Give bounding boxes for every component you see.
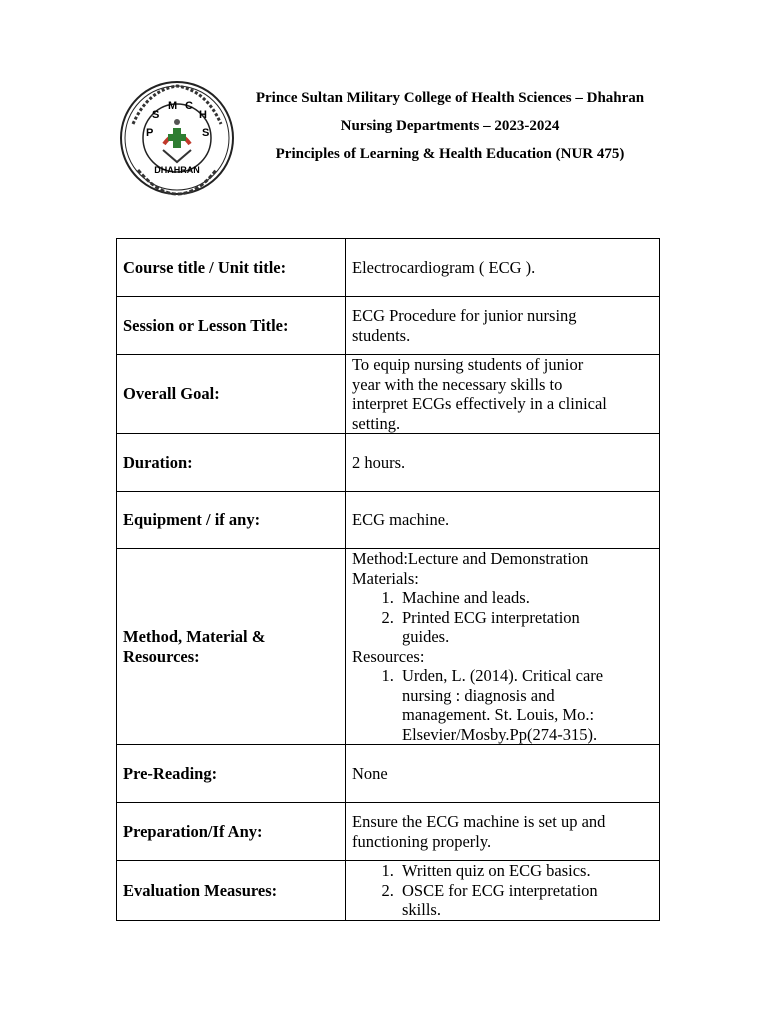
materials-list xyxy=(352,588,653,647)
equipment-label: Equipment / if any: xyxy=(117,492,346,549)
table-row-overall-goal xyxy=(117,355,660,434)
preparation-label: Preparation/If Any: xyxy=(117,803,346,861)
materials-heading: Materials: xyxy=(352,568,419,588)
table-row-equipment xyxy=(117,492,660,549)
list-item: 2. Printed ECG interpretation guides. xyxy=(398,608,613,647)
department-title: Nursing Departments – 2023-2024 xyxy=(340,118,560,134)
lesson-plan-table xyxy=(116,238,660,921)
evaluation-list xyxy=(352,861,653,920)
method-value xyxy=(346,549,660,745)
list-item: 1. Written quiz on ECG basics. xyxy=(398,861,623,881)
session-title-value: ECG Procedure for junior nursing students. xyxy=(346,297,660,355)
course-title-value: Electrocardiogram ( ECG ). xyxy=(346,239,660,297)
session-title-label: Session or Lesson Title: xyxy=(117,297,346,355)
table-row-evaluation xyxy=(117,861,660,921)
resources-heading: Resources: xyxy=(352,646,425,666)
table-row-preparation xyxy=(117,803,660,861)
overall-goal-label: Overall Goal: xyxy=(117,355,346,434)
duration-value: 2 hours. xyxy=(346,434,660,492)
list-item: 1. Machine and leads. xyxy=(398,588,613,608)
seal-letter-m: M xyxy=(168,100,178,112)
document-header xyxy=(0,0,768,220)
pre-reading-label: Pre-Reading: xyxy=(117,745,346,803)
method-line: Method:Lecture and Demonstration xyxy=(352,549,589,568)
evaluation-label: Evaluation Measures: xyxy=(117,861,346,921)
duration-label: Duration: xyxy=(117,434,346,492)
table-row-session-title xyxy=(117,297,660,355)
seal-letter-c: C xyxy=(185,100,193,112)
equipment-value: ECG machine. xyxy=(346,492,660,549)
table-row-course-title xyxy=(117,239,660,297)
resources-list xyxy=(352,666,653,744)
list-item: 1. Urden, L. (2014). Critical care nursing : diagnosis and management. St. Louis, Mo.: Elsevier/Mosby.Pp(274-315). xyxy=(398,666,631,744)
pre-reading-value: None xyxy=(346,745,660,803)
college-seal-icon xyxy=(118,78,236,202)
seal-letter-h: H xyxy=(199,109,207,121)
course-title-label: Course title / Unit title: xyxy=(117,239,346,297)
table-row-pre-reading xyxy=(117,745,660,803)
overall-goal-value: To equip nursing students of junior year with the necessary skills to interpret ECGs effectively in a clinical setting. xyxy=(346,355,660,434)
seal-city-text: DHAHRAN xyxy=(154,165,200,175)
course-title: Principles of Learning & Health Education (NUR 475) xyxy=(275,146,625,162)
method-label: Method, Material & Resources: xyxy=(117,549,346,745)
list-item: 2. OSCE for ECG interpretation skills. xyxy=(398,881,623,920)
table-row-duration xyxy=(117,434,660,492)
evaluation-value xyxy=(346,861,660,921)
seal-letter-s2: S xyxy=(202,127,210,139)
seal-letter-s: S xyxy=(152,109,160,121)
table-row-method xyxy=(117,549,660,745)
preparation-value: Ensure the ECG machine is set up and functioning properly. xyxy=(346,803,660,861)
college-logo xyxy=(118,78,236,202)
seal-letter-p: P xyxy=(146,127,154,139)
institution-title: Prince Sultan Military College of Health Sciences – Dhahran xyxy=(255,90,645,106)
